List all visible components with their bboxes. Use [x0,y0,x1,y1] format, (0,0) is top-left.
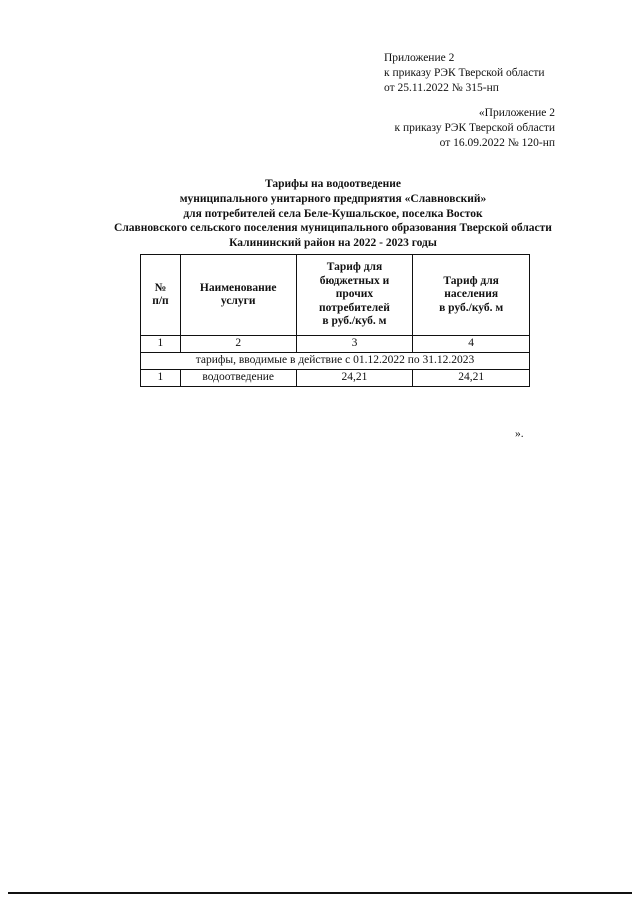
row-service: водоотведение [180,370,296,387]
appendix-line: «Приложение 2 [478,107,555,119]
title-line: Калининский район на 2022 - 2023 годы [229,237,437,250]
title-line: муниципального унитарного предприятия «Славновский» [179,192,487,205]
tariff-table [140,254,530,387]
period-row [141,353,530,370]
header-number [141,255,181,336]
row-tariff-budget: 24,21 [296,370,413,387]
title-line: Славновского сельского поселения муниципального образования Тверской области [114,222,552,235]
column-number: 1 [141,336,181,353]
title-line: для потребителей села Беле-Кушальское, поселка Восток [183,207,483,220]
appendix-reference-previous [384,106,555,151]
appendix-line: к приказу РЭК Тверской области [394,122,555,134]
header-tariff-population [413,255,530,336]
closing-quote-mark: ». [515,428,524,440]
appendix-line: от 16.09.2022 № 120-нп [439,137,555,149]
column-number-row [141,336,530,353]
header-line: услуги [220,295,256,307]
table-row [141,370,530,387]
column-number: 4 [413,336,530,353]
header-line: прочих [335,288,374,301]
row-tariff-population: 24,21 [413,370,530,387]
header-service [180,255,296,336]
document-title [60,177,606,251]
title-line: Тарифы на водоотведение [264,178,402,190]
period-cell: тарифы, вводимые в действие с 01.12.2022 по 31.12.2023 [141,353,530,370]
header-line: № [154,281,167,294]
column-number: 2 [180,336,296,353]
header-line: п/п [152,295,169,307]
header-line: Тариф для [443,274,499,287]
appendix-line: к приказу РЭК Тверской области [384,67,545,79]
header-line: потребителей [319,301,390,314]
appendix-reference-current [384,51,545,96]
header-line: Тариф для [326,261,383,274]
table-header-row [141,255,530,336]
appendix-line: Приложение 2 [384,52,455,64]
page-bottom-rule [8,892,632,894]
header-line: в руб./куб. м [322,315,387,328]
column-number: 3 [296,336,413,353]
header-line: бюджетных и [319,274,390,287]
header-line: населения [444,288,499,301]
appendix-line: от 25.11.2022 № 315-нп [384,82,499,94]
header-line: Наименование [199,281,277,294]
header-line: в руб./куб. м [439,301,504,314]
header-tariff-budget [296,255,413,336]
row-number: 1 [141,370,181,387]
